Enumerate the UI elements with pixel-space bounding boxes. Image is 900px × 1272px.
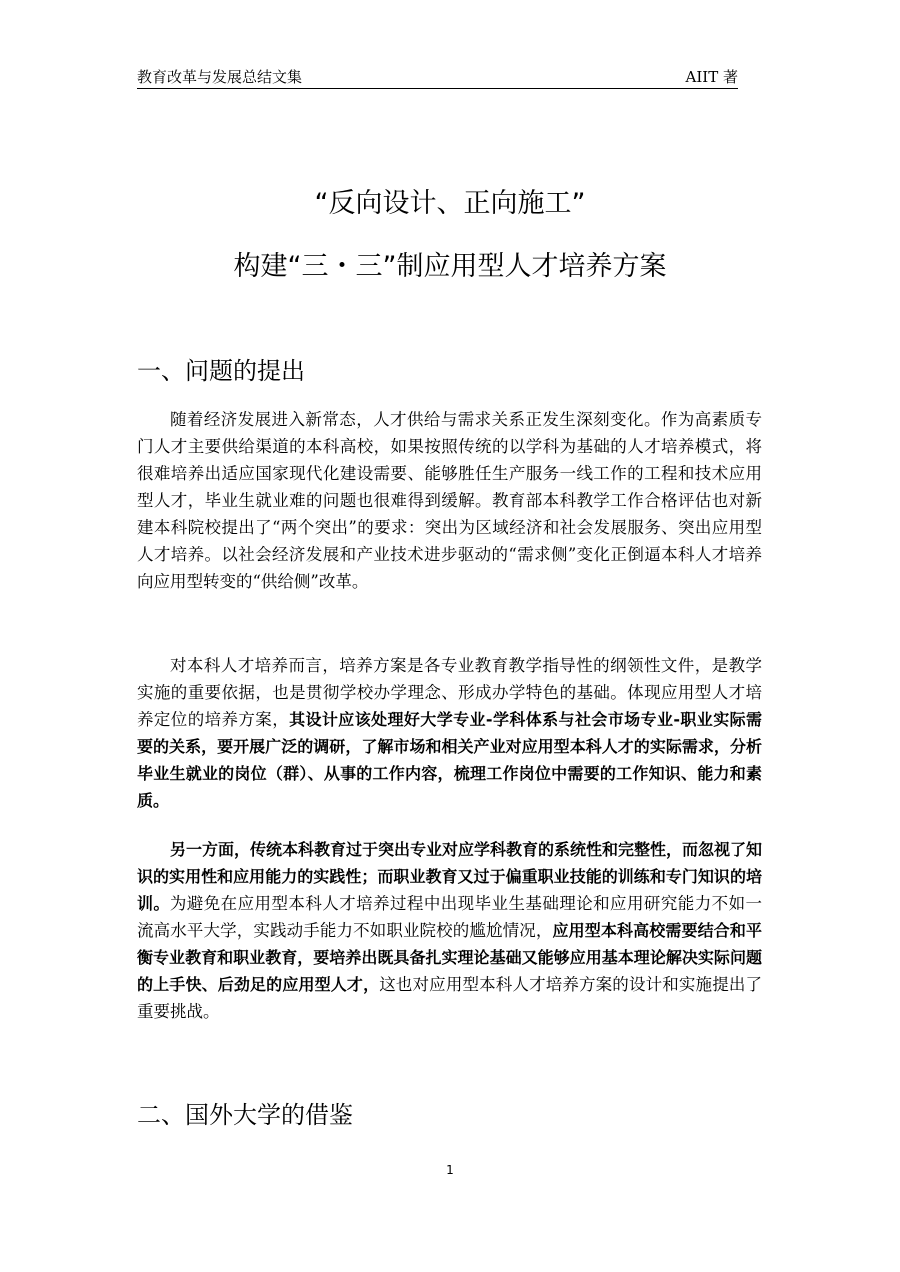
section-heading-foreign-universities: 二、国外大学的借鉴: [137, 1101, 353, 1129]
paragraph-other-aspect-tail: 这也对应用型本科人才培养方案的设计和实施提出了重要挑战。: [137, 975, 762, 1021]
paragraph-other-aspect-middle: 为避免在应用型本科人才培养过程中出现毕业生基础理论和应用研究能力不如一流高水平大学，实践动手能力不如职业院校的尴尬情况，: [137, 894, 762, 940]
section-heading-problem: 一、问题的提出: [137, 357, 305, 385]
page-number: 1: [446, 1163, 454, 1177]
document-title-line-1: “反向设计、正向施工”: [314, 188, 586, 219]
running-header: [137, 66, 738, 89]
paragraph-other-aspect-emphasis-2: 应用型本科高校需要结合和平衡专业教育和职业教育，要培养出既具备扎实理论基础又能够应用基本理论解决实际问题的上手快、后劲足的应用型人才，: [137, 921, 762, 994]
paragraph-training-plan: [137, 652, 762, 814]
header-collection-title: 教育改革与发展总结文集: [137, 68, 303, 86]
paragraph-other-aspect: [137, 836, 762, 1025]
paragraph-background: 随着经济发展进入新常态，人才供给与需求关系正发生深刻变化。作为高素质专门人才主要供给渠道的本科高校，如果按照传统的以学科为基础的人才培养模式，将很难培养出适应国家现代化建设需要、能够胜任生产服务一线工作的工程和技术应用型人才，毕业生就业难的问题也很难得到缓解。教育部本科教学工作合格评估也对新建本科院校提出了“两个突出”的要求：突出为区域经济和社会发展服务、突出应用型人才培养。以社会经济发展和产业技术进步驱动的“需求侧”变化正倒逼本科人才培养向应用型转变的“供给侧”改革。: [137, 410, 762, 591]
paragraph-training-plan-emphasis: 其设计应该处理好大学专业-学科体系与社会市场专业-职业实际需要的关系，要开展广泛的调研，了解市场和相关产业对应用型本科人才的实际需求，分析毕业生就业的岗位（群）、从事的工作内容，梳理工作岗位中需要的工作知识、能力和素质。: [137, 710, 762, 810]
document-title-line-2: 构建“三・三”制应用型人才培养方案: [233, 251, 667, 282]
header-author: AIIT 著: [685, 68, 738, 86]
paragraph-other-aspect-emphasis-1: 另一方面，传统本科教育过于突出专业对应学科教育的系统性和完整性，而忽视了知识的实用性和应用能力的实践性；而职业教育又过于偏重职业技能的训练和专门知识的培训。: [137, 840, 763, 913]
paragraph-training-plan-lead: 对本科人才培养而言，培养方案是各专业教育教学指导性的纲领性文件，是教学实施的重要依据，也是贯彻学校办学理念、形成办学特色的基础。体现应用型人才培养定位的培养方案，: [137, 656, 762, 729]
